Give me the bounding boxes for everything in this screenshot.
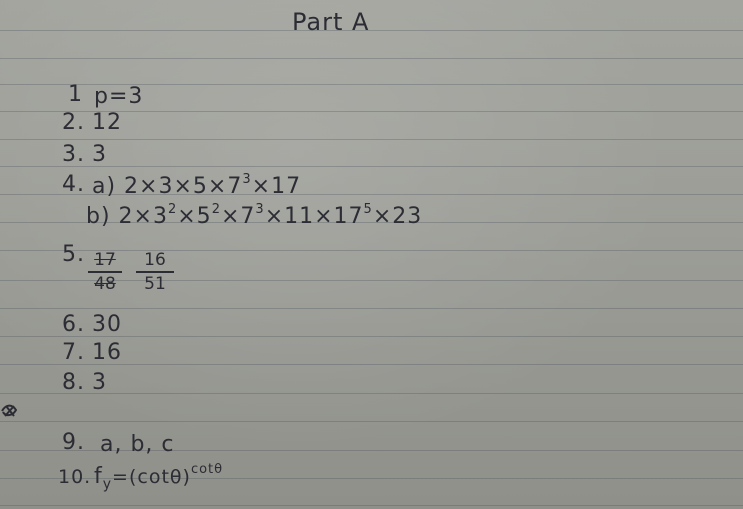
scribble-mark — [0, 402, 20, 420]
fraction-1-denominator: 48 — [94, 274, 116, 294]
item-number-4: 4. — [62, 172, 85, 197]
answer-10-exponent: cotθ — [190, 462, 224, 477]
ruled-line — [0, 421, 743, 422]
answer-4b-part-2: ×7 — [220, 204, 256, 229]
answer-4b-part-4: ×23 — [372, 204, 423, 229]
answer-4b-part-1: ×5 — [177, 204, 212, 229]
item-number-2: 2. — [62, 110, 85, 135]
answer-9: a, b, c — [100, 432, 175, 457]
answer-10-rest: =(cotθ) — [112, 466, 191, 488]
answer-4a-tail: ×17 — [251, 174, 302, 199]
answer-6: 30 — [92, 312, 122, 337]
item-number-3: 3. — [62, 142, 85, 167]
ruled-line — [0, 505, 743, 506]
answer-3: 3 — [92, 142, 107, 167]
answer-10-f: f — [94, 464, 103, 489]
answer-7: 16 — [92, 340, 122, 365]
answer-4b-exp-1: 2 — [167, 202, 178, 217]
answer-10-subscript: y — [102, 476, 113, 493]
ruled-line — [0, 308, 743, 309]
page-title: Part A — [292, 8, 370, 36]
item-number-1: 1 — [68, 82, 83, 107]
answer-4b-exp-2: 2 — [211, 202, 221, 217]
answer-4b — [86, 202, 422, 229]
answer-4a-base: a) 2×3×5×7 — [92, 174, 243, 199]
answer-4a — [92, 172, 301, 199]
item-number-5: 5. — [62, 242, 85, 267]
answer-8: 3 — [92, 370, 107, 395]
answer-2: 12 — [92, 110, 122, 135]
answer-1: p=3 — [94, 84, 144, 109]
fraction-2 — [136, 250, 174, 294]
item-number-10: 10. — [58, 466, 92, 488]
fraction-1 — [88, 250, 122, 294]
answer-4b-exp-4: 5 — [363, 202, 373, 217]
answer-10 — [94, 462, 223, 492]
fraction-1-numerator: 17 — [94, 250, 116, 270]
fraction-2-numerator: 16 — [144, 250, 166, 270]
ruled-line — [0, 30, 743, 31]
ruled-line — [0, 139, 743, 140]
answer-4b-start: b) 2×3 — [86, 204, 168, 229]
item-number-9: 9. — [62, 430, 85, 455]
ruled-line — [0, 58, 743, 59]
item-number-7: 7. — [62, 340, 85, 365]
item-number-8: 8. — [62, 370, 85, 395]
ruled-line — [0, 393, 743, 394]
answer-4b-exp-3: 3 — [255, 202, 265, 217]
item-number-6: 6. — [62, 312, 85, 337]
fraction-2-denominator: 51 — [144, 274, 166, 294]
answer-4b-part-3: ×11×17 — [264, 204, 364, 229]
fraction-1-bar — [88, 271, 122, 273]
fraction-2-bar — [136, 271, 174, 273]
answer-4a-exponent: 3 — [242, 172, 252, 187]
ruled-line — [0, 166, 743, 167]
